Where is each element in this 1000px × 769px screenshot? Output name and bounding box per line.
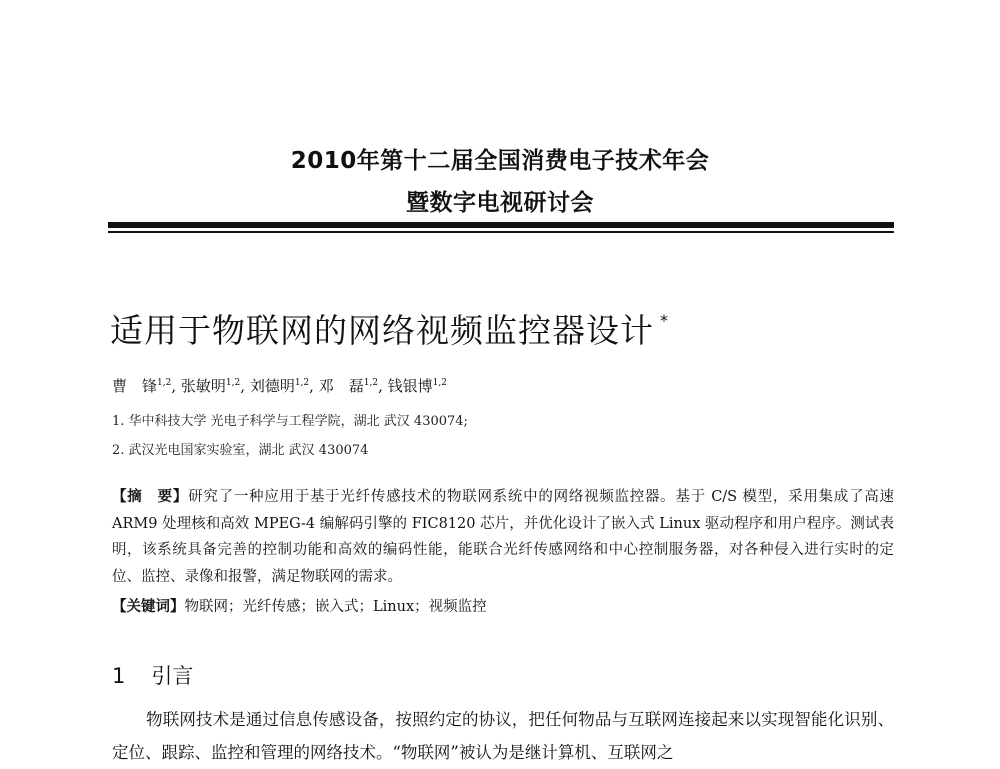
author-name: 张敏明	[180, 377, 226, 395]
author-affiliation: 1,2	[432, 378, 447, 388]
author-separator: ,	[309, 377, 314, 395]
paragraph-text: 物联网技术是通过信息传感设备，按照约定的协议，把任何物品与互联网连接起来以实现智能化识别、定位、跟踪、监控和管理的网络技术。“物联网”被认为是继计算机、互联网之	[112, 710, 894, 762]
affiliation-1: 1. 华中科技大学 光电子科学与工程学院，湖北 武汉 430074;	[112, 414, 468, 429]
keywords	[112, 595, 487, 616]
author-affiliation: 1,2	[294, 378, 310, 388]
author-affiliation: 1,2	[363, 378, 379, 388]
paper-title	[110, 305, 669, 352]
author-list	[112, 375, 447, 396]
section-title: 引言	[151, 664, 194, 688]
author-affiliation: 1,2	[157, 378, 172, 388]
abstract	[112, 484, 894, 590]
author-separator: ,	[378, 377, 383, 395]
paper-title-text: 适用于物联网的网络视频监控器设计	[110, 311, 654, 350]
keywords-label: 【关键词】	[112, 599, 185, 615]
author-name: 钱银博	[387, 377, 433, 395]
abstract-label: 【摘 要】	[112, 489, 189, 505]
title-footnote-mark: *	[660, 311, 669, 330]
affiliation-2: 2. 武汉光电国家实验室，湖北 武汉 430074	[112, 443, 369, 458]
author-affiliation: 1,2	[225, 378, 241, 388]
author-name: 刘德明	[249, 377, 295, 395]
section-paragraph	[112, 703, 894, 769]
header-rule-thin	[108, 231, 894, 233]
author-separator: ,	[240, 377, 246, 395]
keywords-text: 物联网；光纤传感；嵌入式；Linux；视频监控	[184, 599, 487, 615]
conference-title-line-2: 暨数字电视研讨会	[406, 190, 594, 216]
author-name: 邓 磊	[318, 377, 364, 395]
author-name: 曹 锋	[112, 377, 158, 395]
abstract-text: 研究了一种应用于基于光纤传感技术的物联网系统中的网络视频监控器。基于 C/S 模型，采用集成了高速 ARM9 处理核和高效 MPEG-4 编解码引擎的 FIC8120 芯片，并优化设计了嵌入式 Linux 驱动程序和用户程序。测试表明，该系统具备完善的控制功能和高效的编码性能，能联合光纤传感网络和中心控制服务器，对各种侵入进行实时的定位、监控、录像和报警，满足物联网的需求。	[112, 489, 894, 585]
section-heading	[112, 660, 193, 690]
header-rule-thick	[108, 222, 894, 228]
section-number: 1	[112, 664, 126, 688]
conference-title-line-1: 2010年第十二届全国消费电子技术年会	[290, 148, 710, 174]
author-separator: ,	[171, 377, 177, 395]
